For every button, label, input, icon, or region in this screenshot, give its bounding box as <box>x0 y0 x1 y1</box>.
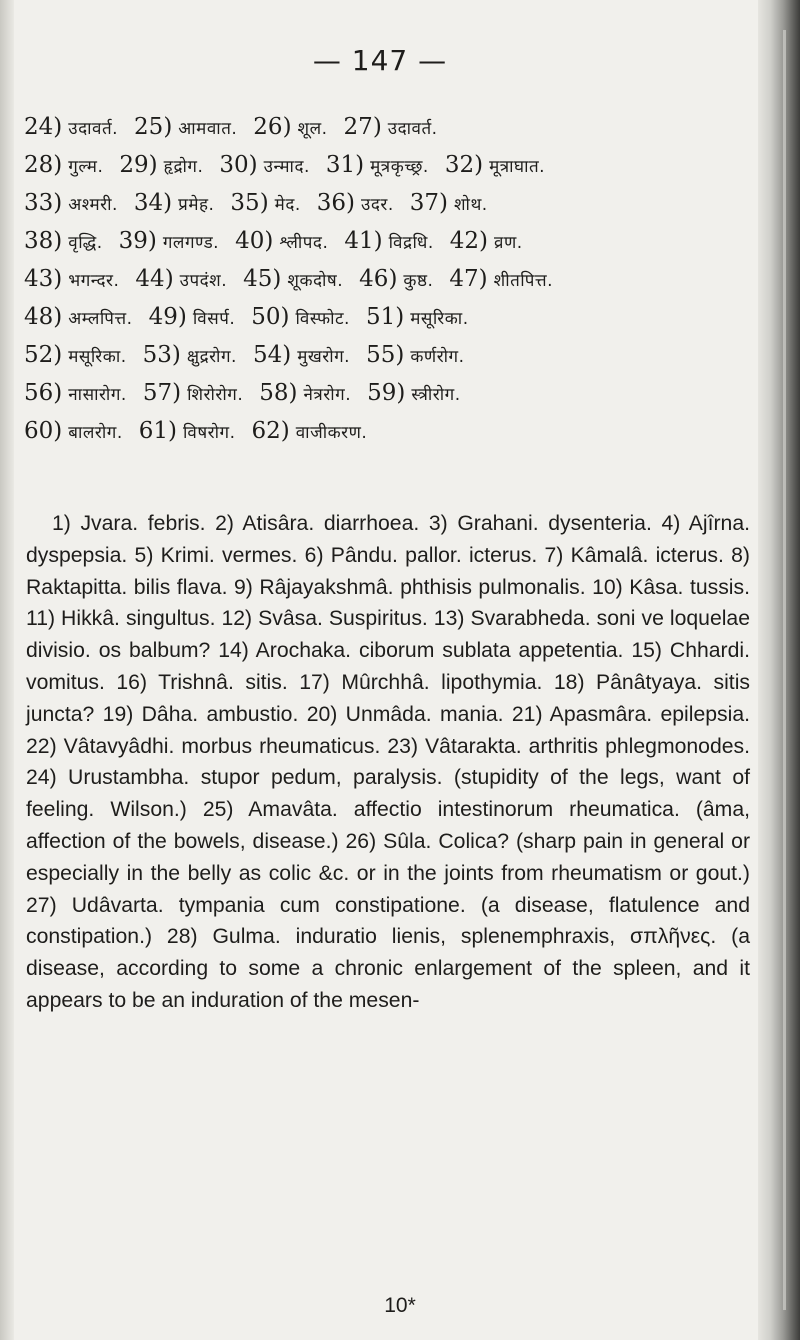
index-entry <box>135 266 227 292</box>
index-entry <box>317 190 394 216</box>
index-entry <box>445 152 545 178</box>
index-entry <box>251 418 367 444</box>
index-entry <box>344 228 433 254</box>
index-entry-sanskrit: विसर्प. <box>192 309 236 329</box>
index-entry-sanskrit: आमवात. <box>178 119 238 139</box>
index-entry <box>143 380 243 406</box>
index-entry <box>24 114 118 140</box>
page-number: — 147 — <box>312 44 448 77</box>
signature-mark: 10* <box>384 1294 416 1317</box>
index-entry-number: 48) <box>24 304 63 330</box>
index-entry-number: 42) <box>449 228 489 254</box>
index-entry-sanskrit: विस्फोट. <box>295 309 350 329</box>
index-entry-number: 49) <box>148 304 187 330</box>
index-entry-number: 56) <box>24 380 63 406</box>
index-entry-number: 46) <box>359 266 398 292</box>
index-entry-sanskrit: विद्रधि. <box>388 233 434 253</box>
index-entry-number: 62) <box>251 418 290 444</box>
index-row <box>24 374 744 412</box>
index-entry-sanskrit: स्त्रीरोग. <box>411 385 461 405</box>
index-entry-sanskrit: शीतपित्त. <box>493 271 554 291</box>
index-entry-sanskrit: मूत्राघात. <box>489 157 546 177</box>
index-entry-sanskrit: मुखरोग. <box>297 347 351 367</box>
index-entry-number: 36) <box>316 190 356 216</box>
index-entry-number: 33) <box>24 190 63 216</box>
index-entry-sanskrit: उदर. <box>361 195 394 215</box>
index-entry-number: 28) <box>24 152 63 178</box>
index-entry-sanskrit: बालरोग. <box>68 423 123 443</box>
index-entry-sanskrit: अश्मरी. <box>68 195 118 215</box>
index-entry-sanskrit: मेद. <box>274 195 301 215</box>
index-entry-sanskrit: अम्लपित्त. <box>68 309 133 329</box>
index-row <box>24 336 744 374</box>
book-binding-edge <box>758 0 800 1340</box>
index-entry <box>450 228 523 254</box>
index-entry <box>119 228 220 254</box>
index-entry <box>119 152 203 178</box>
index-entry <box>410 190 488 216</box>
index-entry-sanskrit: प्रमेह. <box>178 195 215 215</box>
index-row <box>24 146 744 184</box>
index-entry-sanskrit: श्लीपद. <box>279 233 329 253</box>
index-entry-number: 55) <box>366 342 405 368</box>
index-entry-number: 39) <box>118 228 157 254</box>
index-entry <box>24 228 103 254</box>
index-entry-sanskrit: विषरोग. <box>182 423 236 443</box>
index-entry <box>139 418 236 444</box>
index-entry-sanskrit: शोथ. <box>453 195 488 215</box>
index-entry <box>366 342 464 368</box>
index-entry-sanskrit: कुष्ठ. <box>403 271 434 291</box>
index-entry-sanskrit: गलगण्ड. <box>162 233 220 253</box>
index-entry-number: 38) <box>24 228 63 254</box>
sanskrit-index-list <box>24 108 744 450</box>
index-entry-number: 51) <box>365 304 405 330</box>
index-entry-sanskrit: शूल. <box>297 119 328 139</box>
index-entry-number: 29) <box>119 152 158 178</box>
index-entry-sanskrit: उन्माद. <box>263 157 310 177</box>
index-entry-sanskrit: मसूरिका. <box>68 347 127 367</box>
gloss-paragraph: 1) Jvara. febris. 2) Atisâra. diarrhoea. 3) Grahani. dysenteria. 4) Ajîrna. dyspepsia. 5) Krimi. vermes. 6) Pându. pallor. icterus. 7) Kâmalâ. icterus. 8) Raktapitta. bilis flava. 9) Râjayakshmâ. phthisis pulmonalis. 10) Kâsa. tussis. 11) Hikkâ. singultus. 12) Svâsa. Suspiritus. 13) Svarabheda. soni ve loquelae divisio. os balbum? 14) Arochaka. ciborum sublata appetentia. 15) Chhardi. vomitus. 16) Trishnâ. sitis. 17) Mûrchhâ. lipothymia. 18) Pânâtyaya. sitis juncta? 19) Dâha. ambustio. 20) Unmâda. mania. 21) Apasmâra. epilepsia. 22) Vâtavyâdhi. morbus rheumaticus. 23) Vâtarakta. arthritis phlegmonodes. 24) Urustambha. stupor pedum, paralysis. (stupidity of the legs, want of feeling. Wilson.) 25) Amavâta. affectio intestinorum rheumatica. (âma, affection of the bowels, disease.) 26) Sûla. Colica? (sharp pain in general or especially in the belly as colic &c. or in the joints from rheumatism or gout.) 27) Udâvarta. tympania cum constipatione. (a disease, flatulence and constipation.) 28) Gulma. induratio lienis, splenemphraxis, σπλῆνες. (a disease, according to some a chronic enlargement of the spleen, and it appears to be an induration of the mesen- <box>26 512 750 1012</box>
index-entry <box>253 342 350 368</box>
index-entry-number: 24) <box>24 114 63 140</box>
index-entry-sanskrit: उदावर्त. <box>68 119 119 139</box>
gutter-shadow <box>0 0 14 1340</box>
index-entry-number: 61) <box>138 418 177 444</box>
index-entry-number: 54) <box>252 342 292 368</box>
index-entry-number: 60) <box>24 418 63 444</box>
index-entry <box>259 380 351 406</box>
index-entry-number: 41) <box>344 228 383 254</box>
index-entry-number: 52) <box>24 342 63 368</box>
index-entry-sanskrit: शूकदोष. <box>287 271 344 291</box>
index-entry-number: 47) <box>449 266 488 292</box>
index-entry-number: 34) <box>133 190 173 216</box>
index-entry <box>143 342 237 368</box>
index-row <box>24 222 744 260</box>
index-entry-sanskrit: नेत्ररोग. <box>303 385 352 405</box>
index-entry-number: 53) <box>142 342 181 368</box>
index-row <box>24 260 744 298</box>
index-entry <box>344 114 438 140</box>
index-entry <box>134 190 215 216</box>
index-entry <box>367 380 460 406</box>
index-entry-number: 27) <box>343 114 382 140</box>
index-row <box>24 412 744 450</box>
index-entry-sanskrit: हृद्रोग. <box>163 157 204 177</box>
index-entry-number: 45) <box>243 266 282 292</box>
index-entry-number: 26) <box>253 114 292 140</box>
index-entry <box>359 266 433 292</box>
index-entry-number: 37) <box>409 190 448 216</box>
index-entry <box>230 190 300 216</box>
index-entry <box>24 266 119 292</box>
index-entry-number: 43) <box>24 266 63 292</box>
index-entry-sanskrit: भगन्दर. <box>68 271 120 291</box>
index-entry-sanskrit: वृद्धि. <box>68 233 103 253</box>
index-entry <box>24 342 127 368</box>
binding-sheen <box>783 30 786 1310</box>
index-entry <box>24 190 118 216</box>
index-entry <box>24 418 123 444</box>
index-entry <box>243 266 343 292</box>
index-entry-sanskrit: उपदंश. <box>179 271 228 291</box>
index-entry-sanskrit: गुल्म. <box>68 157 104 177</box>
index-entry <box>251 304 350 330</box>
index-entry-sanskrit: व्रण. <box>494 233 523 253</box>
index-entry <box>326 152 429 178</box>
index-entry-number: 57) <box>142 380 182 406</box>
index-entry <box>366 304 469 330</box>
index-entry-number: 32) <box>444 152 484 178</box>
index-entry-sanskrit: उदावर्त. <box>387 119 438 139</box>
index-row <box>24 298 744 336</box>
index-entry <box>219 152 309 178</box>
index-row <box>24 184 744 222</box>
index-entry <box>24 380 127 406</box>
index-entry-sanskrit: शिरोरोग. <box>187 385 244 405</box>
index-entry-number: 30) <box>219 152 258 178</box>
index-entry <box>24 152 103 178</box>
index-entry-number: 59) <box>367 380 406 406</box>
index-entry-number: 44) <box>135 266 174 292</box>
index-entry-number: 50) <box>251 304 290 330</box>
index-entry <box>24 304 133 330</box>
index-entry-sanskrit: कर्णरोग. <box>410 347 465 367</box>
index-entry-number: 40) <box>235 228 274 254</box>
index-entry <box>149 304 236 330</box>
index-entry <box>134 114 237 140</box>
index-entry-sanskrit: नासारोग. <box>68 385 127 405</box>
index-entry <box>449 266 553 292</box>
index-entry-number: 31) <box>325 152 365 178</box>
index-entry-number: 58) <box>259 380 298 406</box>
index-row <box>24 108 744 146</box>
index-entry <box>235 228 328 254</box>
index-entry-number: 25) <box>134 114 173 140</box>
index-entry-sanskrit: क्षुद्ररोग. <box>186 347 237 367</box>
index-entry <box>253 114 327 140</box>
index-entry-sanskrit: मूत्रकृच्छ्र. <box>370 157 429 177</box>
index-entry-sanskrit: मसूरिका. <box>410 309 469 329</box>
index-entry-number: 35) <box>230 190 269 216</box>
latin-gloss-text <box>26 508 750 1017</box>
index-entry-sanskrit: वाजीकरण. <box>295 423 368 443</box>
